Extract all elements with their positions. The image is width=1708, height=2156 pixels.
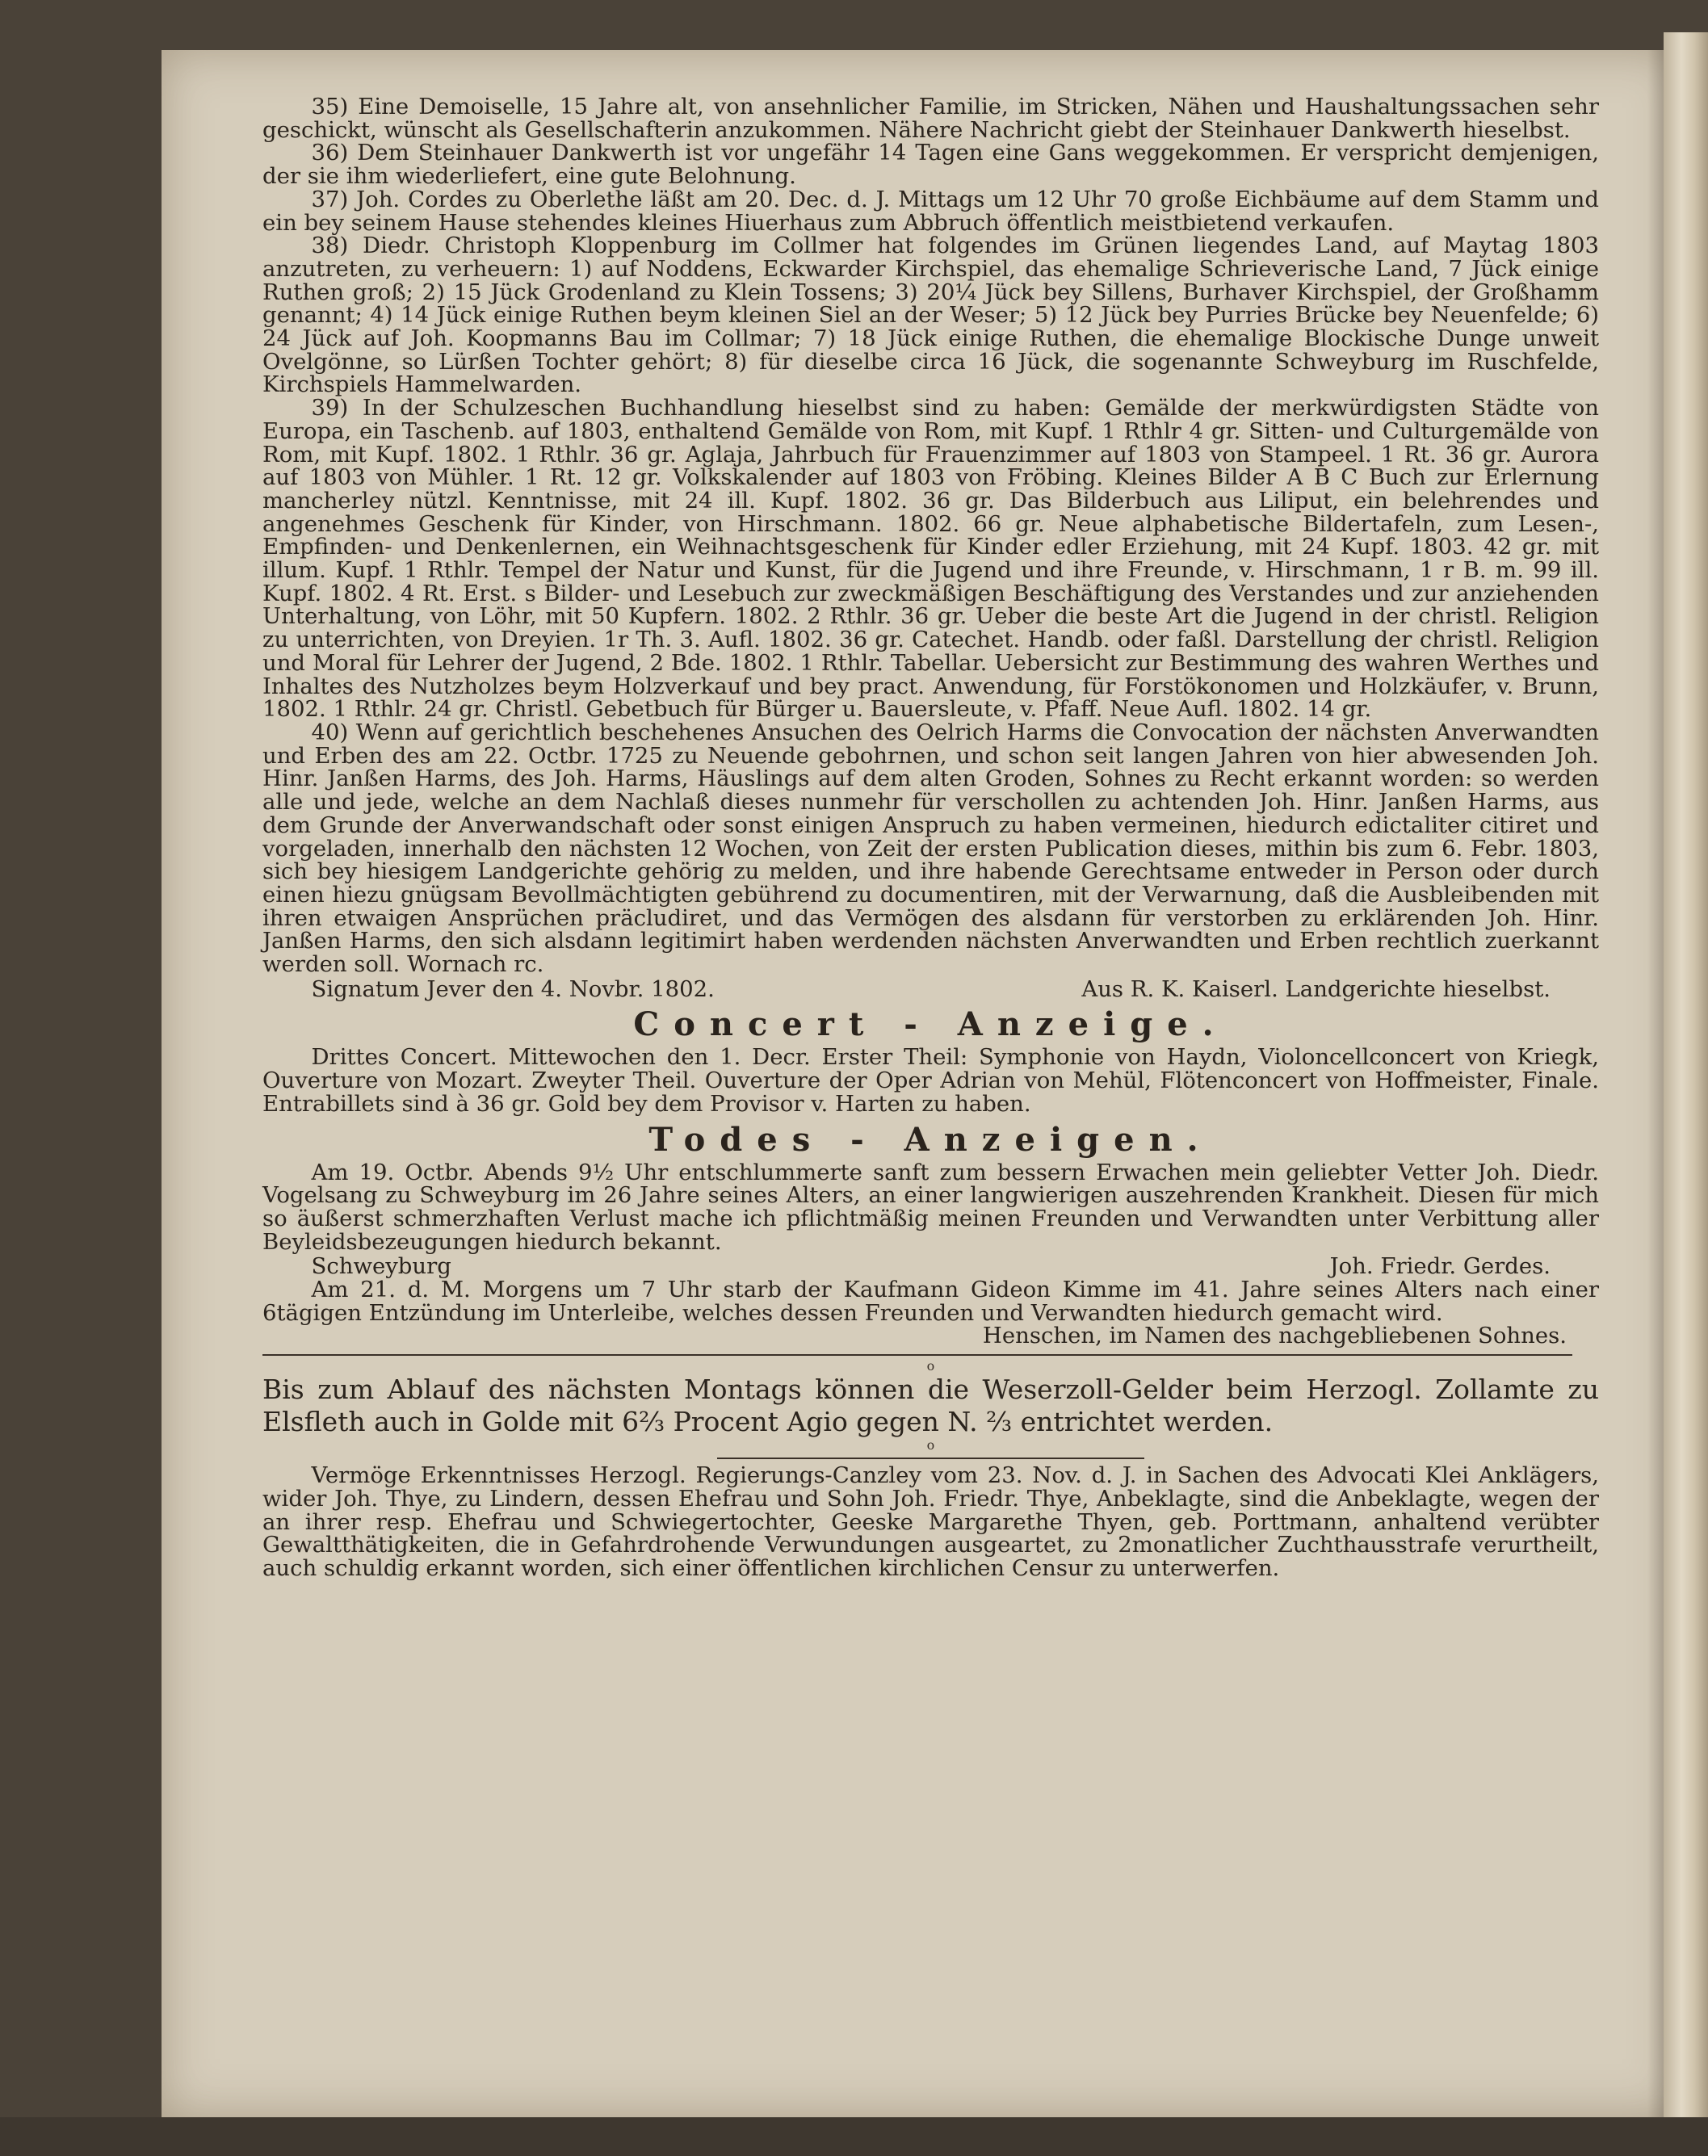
section-rule-short (717, 1458, 1145, 1459)
death-notice-1-signature (262, 1255, 1599, 1278)
rule-ornament: o (926, 1437, 935, 1453)
advert-39: 39) In der Schulzeschen Buchhandlung hieselbst sind zu haben: Gemälde der merkwürdigsten Städte von Europa, ein Taschenb. auf 1803, enthaltend Gemälde von Rom, mit Kupf. 1 Rthlr 4 gr. Sitten- und Culturgemälde von Rom, mit Kupf. 1802. 1 Rthlr. 36 gr. Aglaja, Jahrbuch für Frauenzimmer auf 1803 von Stampeel. 1 Rt. 36 gr. Aurora auf 1803 von Mühler. 1 Rt. 12 gr. Volkskalender auf 1803 von Fröbing. Kleines Bilder A B C Buch zur Erlernung mancherley nützl. Kenntnisse, mit 24 ill. Kupf. 1802. 36 gr. Das Bilderbuch aus Liliput, ein belehrendes und angenehmes Geschenk für Kinder, von Hirschmann. 1802. 66 gr. Neue alphabetische Bildertafeln, zum Lesen-, Empfinden- und Denkenlernen, ein Weihnachtsgeschenk für Kinder edler Erziehung, mit 24 Kupf. 1803. 42 gr. mit illum. Kupf. 1 Rthlr. Tempel der Natur und Kunst, für die Jugend und ihre Freunde, v. Hirschmann, 1 r B. m. 99 ill. Kupf. 1802. 4 Rt. Erst. s Bilder- und Lesebuch zur zweckmäßigen Beschäftigung des Verstandes und zur anziehenden Unterhaltung, von Löhr, mit 50 Kupfern. 1802. 2 Rthlr. 36 gr. Ueber die beste Art die Jugend in der christl. Religion zu unterrichten, von Dreyien. 1r Th. 3. Aufl. 1802. 36 gr. Catechet. Handb. oder faßl. Darstellung der christl. Religion und Moral für Lehrer der Jugend, 2 Bde. 1802. 1 Rthlr. Tabellar. Uebersicht zur Bestimmung des wahren Werthes und Inhaltes des Nutzholzes beym Holzverkauf und bey pract. Anwendung, für Forstökonomen und Holzkäufer, v. Brunn, 1802. 1 Rthlr. 24 gr. Christl. Gebetbuch für Bürger u. Bauersleute, v. Pfaff. Neue Aufl. 1802. 14 gr. (262, 395, 1599, 723)
concert-heading: Concert - Anzeige. (633, 1005, 1228, 1044)
page-text (262, 95, 1599, 1580)
section-rule (262, 1354, 1572, 1356)
deaths-heading: Todes - Anzeigen. (648, 1120, 1213, 1159)
signature-line (262, 975, 1599, 1002)
death-notice-1: Am 19. Octbr. Abends 9½ Uhr entschlummerte sanft zum bessern Erwachen mein geliebter Vetter Joh. Diedr. Vogelsang zu Schweyburg im 26 Jahre seines Alters, an einer langwierigen auszehrenden Krankheit. Diesen für mich so äußerst schmerzhaften Verlust mache ich pflichtmäßig meinen Freunden und Verwandten unter Verbittung aller Beyleidsbezeugungen hiedurch bekannt. (262, 1159, 1599, 1255)
court-verdict: Vermöge Erkenntnisses Herzogl. Regierungs-Canzley vom 23. Nov. d. J. in Sachen des Advocati Klei Anklägers, wider Joh. Thye, zu Lindern, dessen Ehefrau und Sohn Joh. Friedr. Thye, Anbeklagte, sind die Anbeklagte, wegen der an ihrer resp. Ehefrau und Schwiegertochter, Geeske Margarethe Thyen, geb. Porttmann, anhaltend verübter Gewaltthätigkeiten, die in Gefahrdrohende Verwundungen ausgeartet, zu 2monatlicher Zuchthausstrafe verurtheilt, auch schuldig erkannt worden, sich einer öffentlichen kirchlichen Censur zu unterwerfen. (262, 1462, 1599, 1581)
signature-court: Aus R. K. Kaiserl. Landgerichte hieselbst. (1081, 975, 1551, 1002)
signature-date: Signatum Jever den 4. Novbr. 1802. (311, 975, 715, 1002)
advert-36: 36) Dem Steinhauer Dankwerth ist vor ungefähr 14 Tagen eine Gans weggekommen. Er verspricht demjenigen, der sie ihm wiederliefert, eine gute Belohnung. (262, 140, 1599, 190)
death-notice-1-place: Schweyburg (311, 1253, 451, 1280)
death-notice-1-signer: Joh. Friedr. Gerdes. (1329, 1253, 1551, 1280)
advert-40: 40) Wenn auf gerichtlich beschehenes Ansuchen des Oelrich Harms die Convocation der nächsten Anverwandten und Erben des am 22. Octbr. 1725 zu Neuende gebohrnen, und schon seit langen Jahren von hier abwesenden Joh. Hinr. Janßen Harms, des Joh. Harms, Häuslings auf dem alten Groden, Sohnes zu Recht erkannt worden: so werden alle und jede, welche an dem Nachlaß dieses nunmehr für verschollen zu achtenden Joh. Hinr. Janßen Harms, aus dem Grunde der Anverwandschaft oder sonst einigen Anspruch zu haben vermeinen, hiedurch edictaliter citiret und vorgeladen, innerhalb den nächsten 12 Wochen, von Zeit der ersten Publication dieses, mithin bis zum 6. Febr. 1803, sich bey hiesigem Landgerichte gehörig zu melden, und ihre habende Gerechtsame entweder in Person oder durch einen hiezu gnügsam Bevollmächtigten gebührend zu documentiren, mit der Verwarnung, daß die Ausbleibenden mit ihren etwaigen Ansprüchen präcludiret, und das Vermögen des alsdann für verstorben zu erklärenden Joh. Hinr. Janßen Harms, den sich alsdann legitimirt haben werdenden nächsten Anverwandten und Erben rechtlich zuerkannt werden soll. Wornach rc. (262, 719, 1599, 978)
death-notice-2: Am 21. d. M. Morgens um 7 Uhr starb der Kaufmann Gideon Kimme im 41. Jahre seines Alters nach einer 6tägigen Entzündung im Unterleibe, welches dessen Freunden und Verwandten hiedurch gemacht wird. (262, 1277, 1599, 1326)
concert-text: Drittes Concert. Mittewochen den 1. Decr. Erster Theil: Symphonie von Haydn, Violoncellconcert von Kriegk, Ouverture von Mozart. Zweyter Theil. Ouverture der Oper Adrian von Mehül, Flötenconcert von Hoffmeister, Finale. Entrabillets sind à 36 gr. Gold bey dem Provisor v. Harten zu haben. (262, 1044, 1599, 1117)
advert-35: 35) Eine Demoiselle, 15 Jahre alt, von ansehnlicher Familie, im Stricken, Nähen und Haushaltungssachen sehr geschickt, wünscht als Gesellschafterin anzukommen. Nähere Nachricht giebt der Steinhauer Dankwerth hieselbst. (262, 94, 1599, 143)
advert-37: 37) Joh. Cordes zu Oberlethe läßt am 20. Dec. d. J. Mittags um 12 Uhr 70 große Eichbäume auf dem Stamm und ein bey seinem Hause stehendes kleines Hiuerhaus zum Abbruch öffentlich meistbietend verkaufen. (262, 186, 1599, 236)
rule-ornament: o (926, 1358, 935, 1374)
death-notice-2-signer: Henschen, im Namen des nachgebliebenen Sohnes. (982, 1323, 1567, 1349)
adjacent-page-edge (1664, 32, 1708, 2140)
weserzoll-notice: Bis zum Ablauf des nächsten Montags können die Weserzoll-Gelder beim Herzogl. Zollamte zu Elsfleth auch in Golde mit 6⅔ Procent Agio gegen N. ⅔ entrichtet werden. (262, 1374, 1599, 1438)
scan-background (0, 2117, 1708, 2156)
advert-38: 38) Diedr. Christoph Kloppenburg im Collmer hat folgendes im Grünen liegendes Land, auf Maytag 1803 anzutreten, zu verheuern: 1) auf Noddens, Eckwarder Kirchspiel, das ehemalige Schrieverische Land, 7 Jück einige Ruthen groß; 2) 15 Jück Grodenland zu Klein Tossens; 3) 20¼ Jück bey Sillens, Burhaver Kirchspiel, der Großhamm genannt; 4) 14 Jück einige Ruthen beym kleinen Siel an der Weser; 5) 12 Jück bey Purries Brücke bey Neuenfelde; 6) 24 Jück auf Joh. Koopmanns Bau im Collmar; 7) 18 Jück einige Ruthen, die ehemalige Blockische Dunge unweit Ovelgönne, so Lürßen Tochter gehört; 8) für dieselbe circa 16 Jück, die sogenannte Schweyburg im Ruschfelde, Kirchspiels Hammelwarden. (262, 233, 1599, 398)
